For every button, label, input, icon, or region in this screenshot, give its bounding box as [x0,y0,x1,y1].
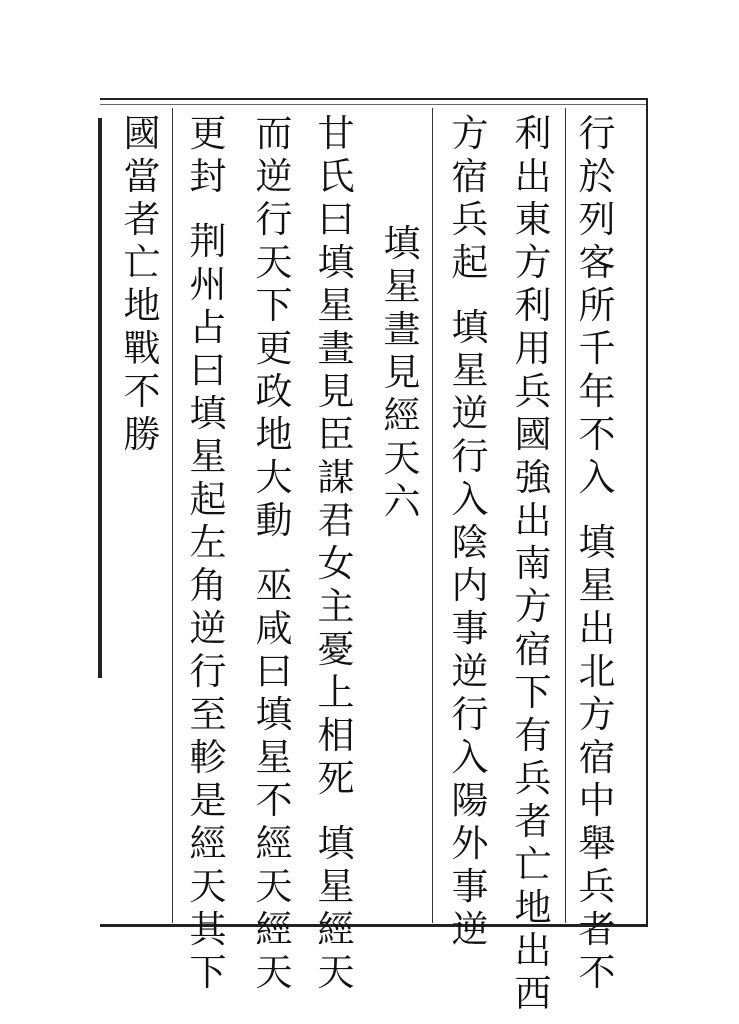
character: 起 [451,241,489,284]
character: 事 [451,607,489,650]
character: 是 [189,779,227,822]
character: 行 [255,198,293,241]
character: 州 [189,263,227,306]
character: 見 [383,351,421,394]
character: 經 [189,822,227,865]
character: 勝 [123,413,161,456]
character: 不 [123,370,161,413]
text-column-1 [572,112,622,994]
character: 國 [514,413,552,456]
character: 填 [451,306,489,349]
character: 南 [514,542,552,585]
character: 内 [451,564,489,607]
character: 星 [317,284,355,327]
column-text [515,112,552,1015]
text-column-6 [249,112,299,994]
character: 者 [123,198,161,241]
character [591,499,603,521]
character: 兵 [514,757,552,800]
text-column-7 [183,112,233,994]
top-rule-inner [100,104,648,105]
character: 見 [317,370,355,413]
character: 東 [514,198,552,241]
character: 起 [189,478,227,521]
character: 國 [123,112,161,155]
character: 事 [451,865,489,908]
character: 方 [514,585,552,628]
character: 星 [317,865,355,908]
character: 方 [578,693,616,736]
character: 戰 [123,327,161,370]
character: 逆 [451,650,489,693]
character: 晝 [383,308,421,351]
character: 入 [578,456,616,499]
character: 下 [255,284,293,327]
character: 曰 [317,198,355,241]
character: 填 [578,521,616,564]
character: 強 [514,456,552,499]
character: 有 [514,714,552,757]
character [330,800,342,822]
character: 占 [189,306,227,349]
character: 北 [578,650,616,693]
character: 不 [578,951,616,994]
character: 封 [189,155,227,198]
character: 至 [189,693,227,736]
character: 用 [514,327,552,370]
character: 陽 [451,779,489,822]
text-column-8 [117,112,167,912]
character: 宿 [451,155,489,198]
character: 動 [255,499,293,542]
character: 咸 [255,607,293,650]
column-text [190,112,227,994]
character: 陰 [451,521,489,564]
character: 甘 [317,112,355,155]
character: 左 [189,521,227,564]
column-text [384,200,421,523]
character: 入 [451,478,489,521]
character: 角 [189,564,227,607]
character: 宿 [578,736,616,779]
character: 天 [255,241,293,284]
character: 不 [578,413,616,456]
character [396,200,408,222]
character: 舉 [578,822,616,865]
top-rule [100,98,648,100]
character: 謀 [317,456,355,499]
bottom-rule [100,924,648,927]
character: 填 [255,693,293,736]
character: 所 [578,284,616,327]
character: 行 [189,650,227,693]
character: 亡 [123,241,161,284]
character: 地 [255,413,293,456]
character: 出 [514,155,552,198]
character: 中 [578,779,616,822]
character: 者 [514,800,552,843]
character: 臣 [317,413,355,456]
character: 客 [578,241,616,284]
character: 下 [514,671,552,714]
character: 兵 [514,370,552,413]
character: 方 [514,241,552,284]
right-border [646,98,648,926]
character: 方 [451,112,489,155]
character: 出 [514,499,552,542]
text-column-5 [311,112,361,994]
text-column-4 [377,200,427,1000]
character: 利 [514,112,552,155]
column-text [452,112,489,951]
character: 憂 [317,628,355,671]
character: 填 [317,822,355,865]
character: 經 [383,394,421,437]
character: 兵 [578,865,616,908]
character: 填 [383,222,421,265]
character: 逆 [451,908,489,951]
character: 死 [317,757,355,800]
character: 星 [451,349,489,392]
character: 晝 [317,327,355,370]
character: 氏 [317,155,355,198]
text-column-2 [508,112,558,1015]
character: 亡 [514,843,552,886]
character: 星 [189,435,227,478]
character: 列 [578,198,616,241]
character: 逆 [189,607,227,650]
character: 利 [514,284,552,327]
character: 逆 [255,155,293,198]
character: 外 [451,822,489,865]
character: 者 [578,908,616,951]
character: 宿 [514,628,552,671]
character: 出 [514,929,552,972]
character: 天 [255,951,293,994]
character: 地 [123,284,161,327]
character: 主 [317,585,355,628]
character: 填 [317,241,355,284]
character: 荆 [189,220,227,263]
character: 更 [255,327,293,370]
character: 相 [317,714,355,757]
left-border [98,118,102,678]
character: 不 [255,779,293,822]
character: 於 [578,155,616,198]
character: 六 [383,480,421,523]
column-text [256,112,293,994]
character: 兵 [451,198,489,241]
column-divider [432,108,433,923]
character: 行 [451,435,489,478]
character: 星 [255,736,293,779]
character: 西 [514,972,552,1015]
character: 女 [317,542,355,585]
character [268,542,280,564]
character: 天 [317,951,355,994]
character: 其 [189,908,227,951]
character: 政 [255,370,293,413]
character: 大 [255,456,293,499]
character: 上 [317,671,355,714]
column-text [124,112,161,456]
character: 行 [451,693,489,736]
character: 行 [578,112,616,155]
character: 填 [189,392,227,435]
character: 而 [255,112,293,155]
character [464,284,476,306]
character: 天 [383,437,421,480]
character: 下 [189,951,227,994]
character: 千 [578,327,616,370]
character: 逆 [451,392,489,435]
character: 天 [255,865,293,908]
character [202,198,214,220]
character: 入 [451,736,489,779]
character: 經 [255,822,293,865]
character: 更 [189,112,227,155]
character: 曰 [255,650,293,693]
character: 地 [514,886,552,929]
column-text [579,112,616,994]
character: 軫 [189,736,227,779]
character: 經 [255,908,293,951]
character: 星 [383,265,421,308]
character: 曰 [189,349,227,392]
column-divider [565,108,566,923]
character: 經 [317,908,355,951]
character: 君 [317,499,355,542]
column-text [318,112,355,994]
character: 天 [189,865,227,908]
character: 年 [578,370,616,413]
character: 星 [578,564,616,607]
text-column-3 [445,112,495,951]
character: 出 [578,607,616,650]
character: 巫 [255,564,293,607]
character: 當 [123,155,161,198]
column-divider [172,108,173,923]
